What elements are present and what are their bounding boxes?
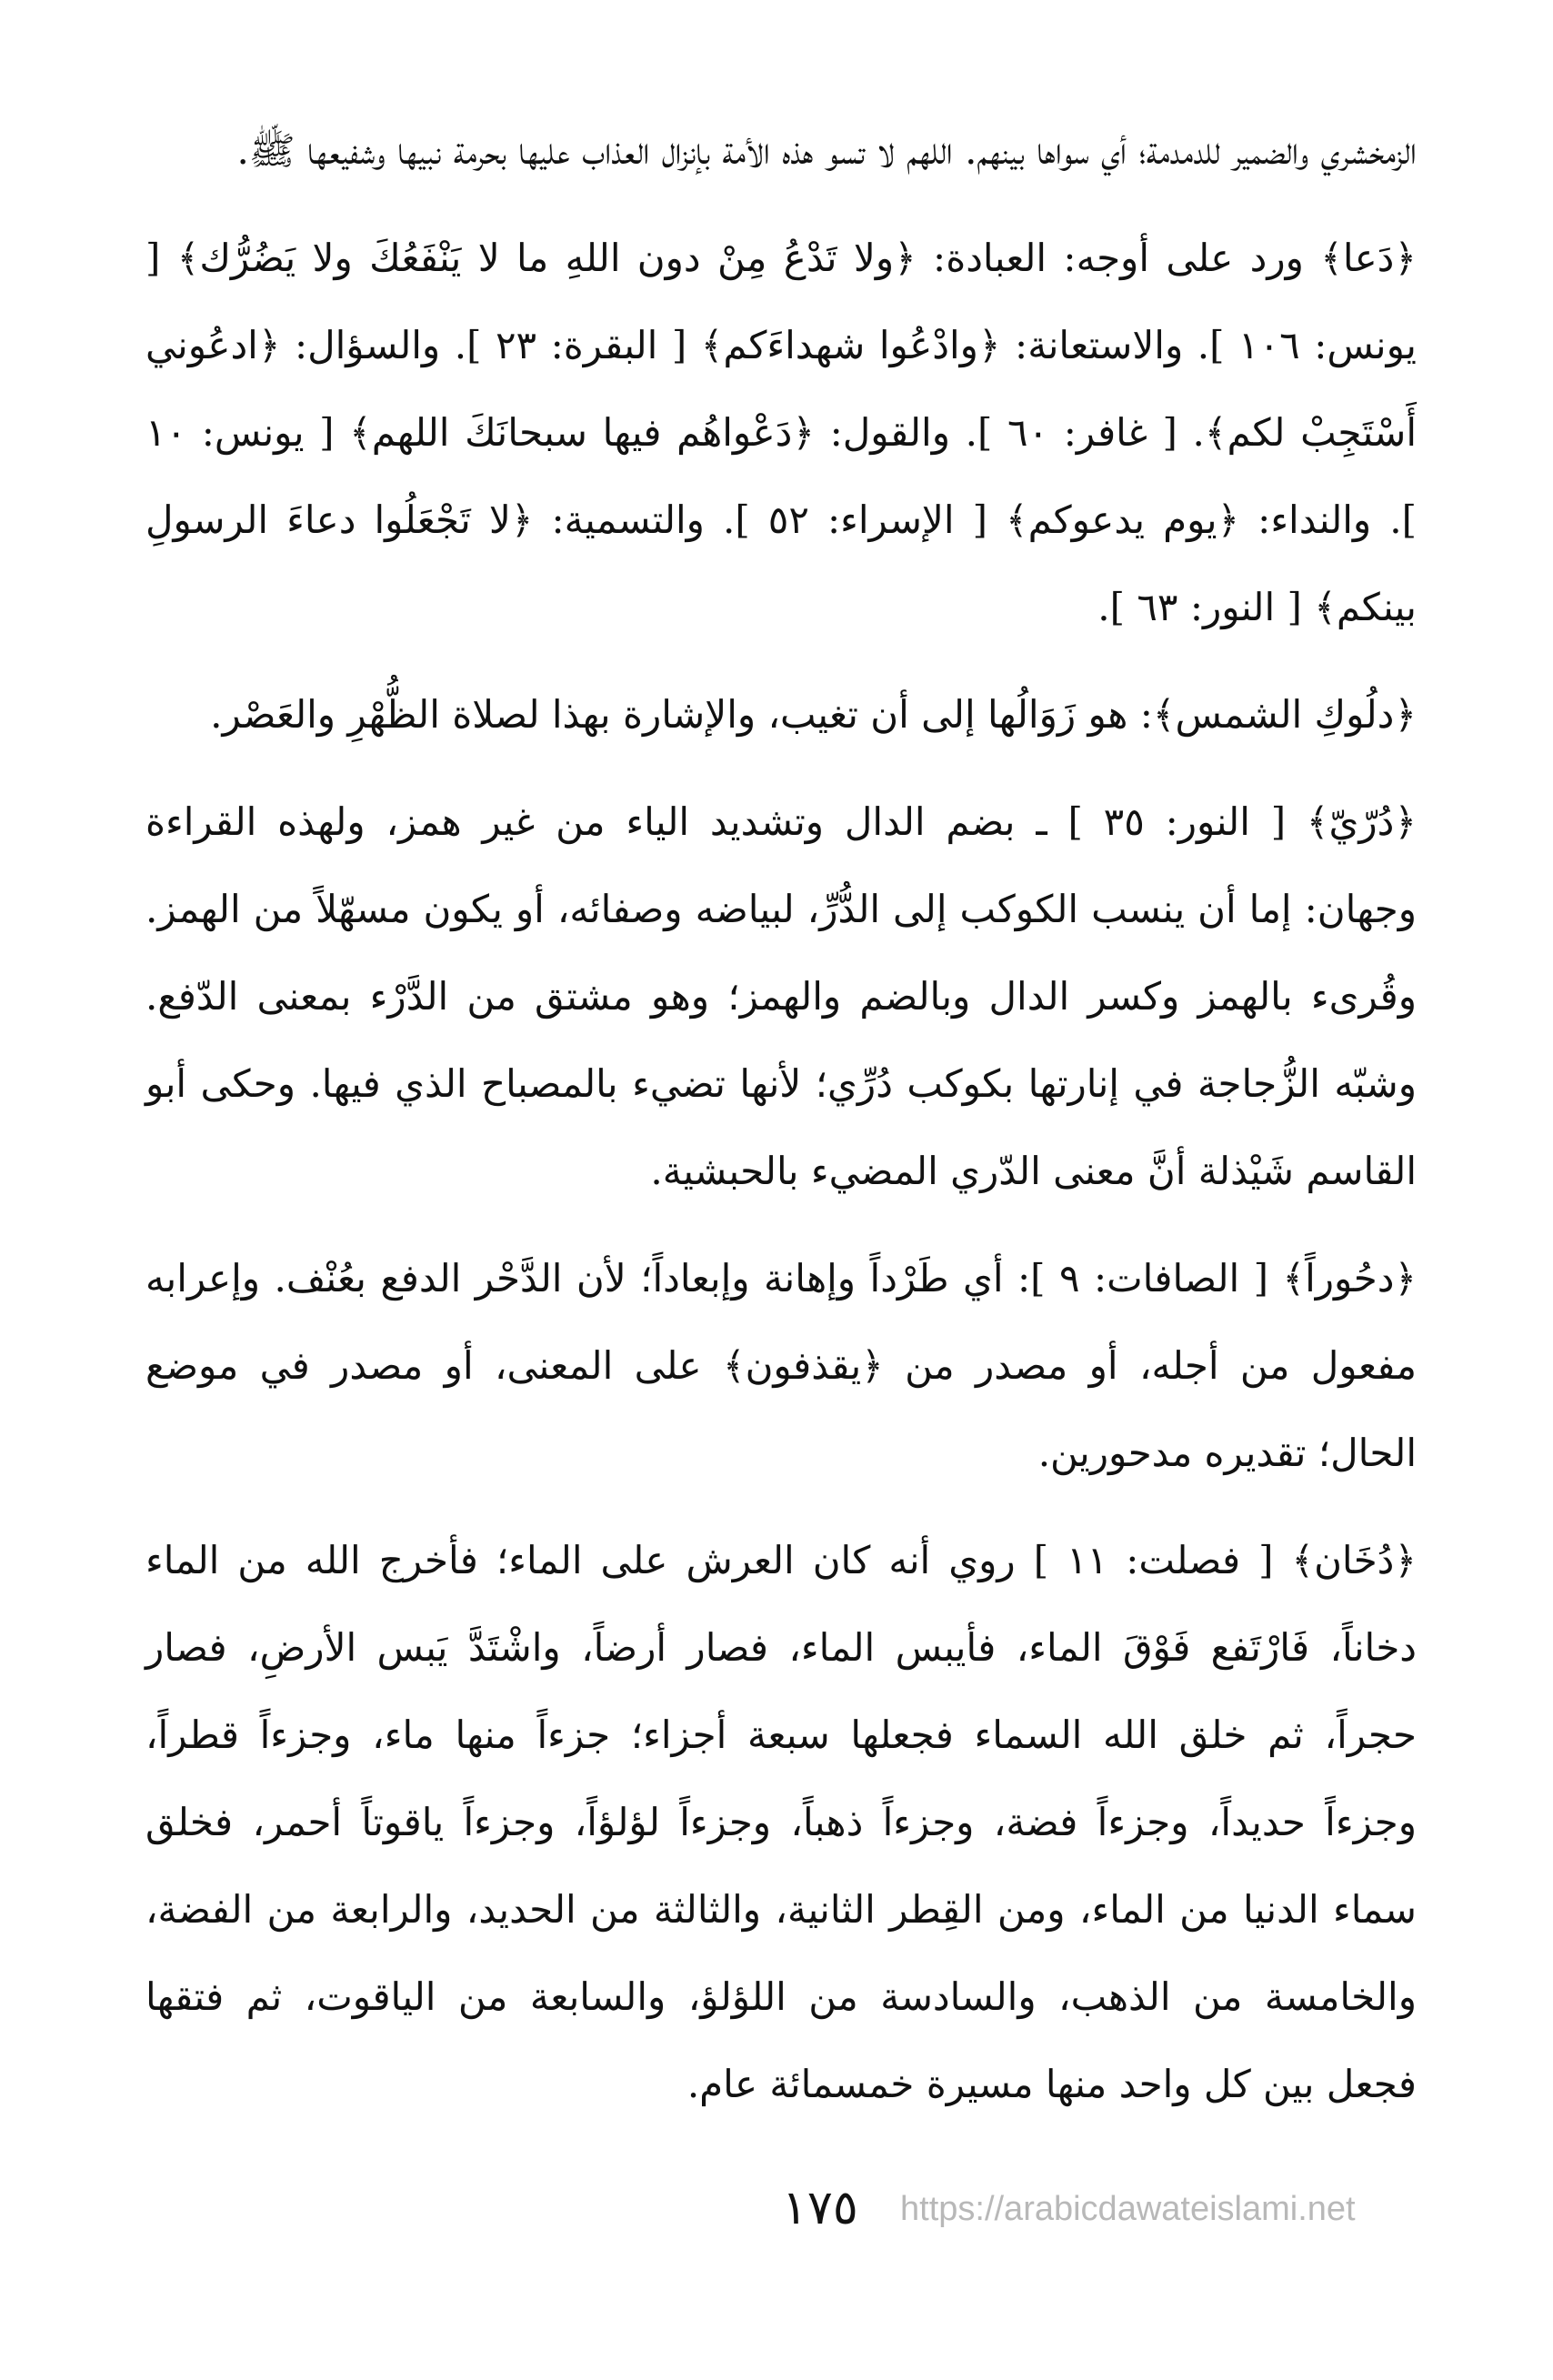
entry-duluk-al-shams: ﴿دلُوكِ الشمس﴾: هو زَوَالُها إلى أن تغيب، والإشارة بهذا لصلاة الظُّهْرِ والعَصْر. xyxy=(210,692,1417,737)
entry-dukhan: ﴿دُخَان﴾ [ فصلت: ١١ ] روي أنه كان العرش على الماء؛ فأخرج الله من الماء دخاناً، فَارْتَفع فَوْقَ الماء، فأيبس الماء، فصار أرضاً، واشْتَدَّ يَبس الأرضِ، فصار حجراً، ثم خلق الله السماء فجعلها سبعة أجزاء؛ جزءاً منها ماء، وجزءاً قطراً، وجزءاً حديداً، وجزءاً فضة، وجزءاً ذهباً، وجزءاً لؤلؤاً، وجزءاً ياقوتاً أحمر، فخلق سماء الدنيا من الماء، ومن القِطر الثانية، والثالثة من الحديد، والرابعة من الفضة، والخامسة من الذهب، والسادسة من اللؤلؤ، والسابعة من الياقوت، ثم فتقها فجعل بين كل واحد منها مسيرة خمسمائة عام. xyxy=(145,1538,1417,2106)
watermark-url: https://arabicdawateislami.net xyxy=(900,2190,1356,2228)
entry-durriy: ﴿دُرّيّ﴾ [ النور: ٣٥ ] ـ بضم الدال وتشديد الياء من غير همز، ولهذه القراءة وجهان: إما أن ينسب الكوكب إلى الدُّرِّ، لبياضه وصفائه، أو يكون مسهّلاً من الهمز. وقُرىء بالهمز وكسر الدال وبالضم والهمز؛ وهو مشتق من الدَّرْء بمعنى الدّفع. وشبّه الزُّجاجة في إنارتها بكوكب دُرِّي؛ لأنها تضيء بالمصباح الذي فيها. وحكى أبو القاسم شَيْذلة أنَّ معنى الدّري المضيء بالحبشية. xyxy=(145,799,1417,1193)
entry-da-a: ﴿دَعا﴾ ورد على أوجه: العبادة: ﴿ولا تَدْعُ مِنْ دون اللهِ ما لا يَنْفَعُكَ ولا يَضُرُّك﴾ [ يونس: ١٠٦ ]. والاستعانة: ﴿وادْعُوا شهداءَكم﴾ [ البقرة: ٢٣ ]. والسؤال: ﴿ادعُوني أَسْتَجِبْ لكم﴾. [ غافر: ٦٠ ]. والقول: ﴿دَعْواهُم فيها سبحانَكَ اللهم﴾ [ يونس: ١٠ ]. والنداء: ﴿يوم يدعوكم﴾ [ الإسراء: ٥٢ ]. والتسمية: ﴿لا تَجْعَلُوا دعاءَ الرسولِ بينكم﴾ [ النور: ٦٣ ]. xyxy=(145,236,1417,629)
paragraph-continuation: الزمخشري والضمير للدمدمة؛ أي سواها بينهم. اللهم لا تسو هذه الأمة بإنزال العذاب عليها بحرمة نبيها وشفيعها ﷺ. xyxy=(236,128,1417,173)
page-footer xyxy=(145,2181,1417,2254)
page-body xyxy=(145,107,1417,2148)
entry-duhuran: ﴿دحُوراً﴾ [ الصافات: ٩ ]: أي طَرْداً وإهانة وإبعاداً؛ لأن الدَّحْر الدفع بعُنْف. وإعرابه مفعول من أجله، أو مصدر من ﴿يقذفون﴾ على المعنى، أو مصدر في موضع الحال؛ تقديره مدحورين. xyxy=(145,1256,1417,1475)
page-number: ١٧٥ xyxy=(782,2181,858,2235)
